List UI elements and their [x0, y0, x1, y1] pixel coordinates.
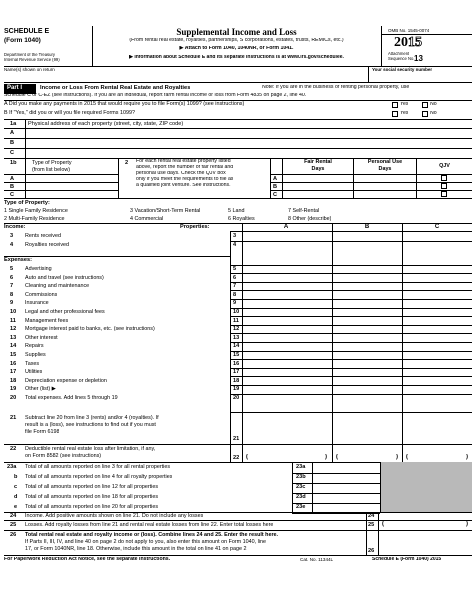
- line-23a-box-number: 23a: [296, 464, 306, 470]
- line-3-field-a[interactable]: [244, 233, 330, 240]
- line-5-box-number: 5: [233, 266, 237, 272]
- line-26-box-number: 26: [368, 548, 375, 554]
- line-11-label: Management fees: [25, 317, 69, 324]
- question-b-yes-checkbox[interactable]: [392, 111, 398, 117]
- row-1b-a-label: A: [10, 176, 15, 182]
- part-i-tag: Part I: [4, 84, 36, 94]
- line-11-box-number: 11: [233, 317, 239, 324]
- question-b-yes-label: Yes: [400, 111, 409, 116]
- line-10-field-a[interactable]: [244, 309, 330, 316]
- personal-days-field-b[interactable]: [355, 183, 415, 189]
- form-subtitle: (From rental real estate, royalties, partnerships, S corporations, estates, trusts, REMICs, etc.): [129, 38, 344, 43]
- footer-cat-number: Cat. No. 11344L: [300, 557, 334, 562]
- line-22-paren-close-c: ): [466, 454, 468, 460]
- form-number: (Form 1040): [4, 37, 41, 44]
- line-20-box-number: 20: [233, 395, 240, 401]
- line-10-label: Legal and other professional fees: [25, 309, 105, 315]
- line-16-field-a[interactable]: [244, 360, 330, 367]
- line-13-number: 13: [10, 334, 17, 341]
- line-19-number: 19: [10, 386, 17, 393]
- line-9-number: 9: [10, 300, 14, 307]
- irs-label: Internal Revenue Service (99): [4, 58, 60, 62]
- line-25-paren-close: ): [466, 521, 468, 527]
- line-8-number: 8: [10, 291, 14, 298]
- line-18-box-number: 18: [233, 377, 240, 384]
- line-17-field-a[interactable]: [244, 369, 330, 376]
- line-23d-label: Total of all amounts reported on line 18 for all properties: [25, 494, 159, 500]
- personal-use-header-2: Days: [378, 166, 392, 172]
- line-12-field-a[interactable]: [244, 326, 330, 333]
- line-25-number: 25: [10, 522, 17, 528]
- address-field-a[interactable]: [27, 129, 470, 137]
- line-9-field-a[interactable]: [244, 300, 330, 307]
- line-23c-field[interactable]: [314, 484, 378, 492]
- line-23b-label: Total of all amounts reported on line 4 for all royalty properties: [25, 474, 173, 480]
- name-field[interactable]: [6, 73, 364, 81]
- line-16-number: 16: [10, 360, 17, 367]
- line-7-number: 7: [10, 283, 14, 290]
- line-24-box-number: 24: [368, 513, 375, 519]
- line-4-field-a[interactable]: [244, 242, 330, 249]
- line-8-field-b[interactable]: [334, 291, 400, 298]
- line-8-field-a[interactable]: [244, 291, 330, 298]
- line-24-label: Income. Add positive amounts shown on line 21. Do not include any losses: [25, 513, 204, 519]
- address-field-b[interactable]: [27, 139, 470, 147]
- line-18-field-c[interactable]: [404, 377, 470, 384]
- line-5-field-a[interactable]: [244, 266, 330, 273]
- line-6-box-number: 6: [233, 274, 237, 281]
- line-10-field-b[interactable]: [334, 309, 400, 316]
- line-2-text-3: personal use days. Check the QJV box: [136, 171, 226, 176]
- line-22-paren-close-a: ): [325, 454, 327, 460]
- tax-year: [394, 35, 422, 51]
- line-19-field-a[interactable]: [244, 386, 330, 393]
- names-label: Name(s) shown on return: [4, 67, 55, 72]
- line-3-field-c[interactable]: [404, 233, 470, 240]
- line-15-field-b[interactable]: [334, 352, 400, 359]
- line-16-label: Taxes: [25, 360, 40, 367]
- line-23c-number: c: [14, 484, 18, 490]
- line-22-field-b[interactable]: [340, 452, 395, 461]
- line-19-field-b[interactable]: [334, 386, 400, 393]
- personal-use-header: Personal Use: [367, 159, 403, 165]
- line-7-field-b[interactable]: [334, 283, 400, 290]
- line-22-text-2: on Form 8582 (see instructions): [25, 453, 102, 459]
- line-4-field-b[interactable]: [334, 242, 400, 249]
- line-6-field-c[interactable]: [404, 274, 470, 281]
- line-12-field-c[interactable]: [404, 326, 470, 333]
- type-of-property-title: Type of Property:: [4, 200, 50, 206]
- line-14-box-number: 14: [233, 343, 240, 350]
- address-field-c[interactable]: [27, 149, 470, 157]
- line-26-text-1: Total rental real estate and royalty income or (loss). Combine lines 24 and 25. Enter the result here.: [25, 532, 279, 538]
- line-3-number: 3: [10, 233, 14, 239]
- line-26-field[interactable]: [380, 531, 470, 554]
- line-26-number: 26: [10, 532, 17, 538]
- form-title: Supplemental Income and Loss: [176, 27, 297, 37]
- line-16-box-number: 16: [233, 360, 240, 367]
- line-6-field-a[interactable]: [244, 274, 330, 281]
- line-2-text-5: a qualified joint venture. See instructions.: [136, 183, 231, 188]
- line-10-box-number: 10: [233, 309, 240, 315]
- line-23a-field[interactable]: [314, 464, 378, 472]
- properties-label: Properties:: [180, 224, 210, 230]
- fair-rental-header: Fair Rental: [304, 159, 332, 165]
- line-7-field-c[interactable]: [404, 283, 470, 290]
- line-1a-number: 1a: [10, 121, 17, 127]
- question-a: A Did you make any payments in 2015 that would require you to file Form(s) 1099? (see instructions): [4, 101, 245, 107]
- income-title: Income:: [4, 224, 26, 230]
- ssn-field[interactable]: [372, 73, 470, 81]
- line-8-label: Commissions: [25, 291, 58, 298]
- line-22-field-a[interactable]: [250, 452, 324, 461]
- line-9-field-c[interactable]: [404, 300, 470, 307]
- row-1a-b-label: B: [10, 140, 15, 146]
- line-2-number: 2: [125, 160, 129, 166]
- column-a-header: A: [283, 224, 289, 230]
- line-1b-number: 1b: [10, 160, 17, 166]
- line-23e-number: e: [14, 504, 18, 510]
- row-1b-b-label: B: [10, 184, 15, 190]
- row-1a-a-label: A: [10, 130, 15, 136]
- row-2-a-label: A: [273, 176, 278, 182]
- line-1b-label: Type of Property: [32, 160, 72, 166]
- line-1b-sublabel: (from list below): [32, 167, 71, 173]
- line-26-text-2: If Parts II, III, IV, and line 40 on page 2 do not apply to you, also enter this amount on Form 1040, line: [25, 539, 267, 545]
- line-5-field-c[interactable]: [404, 266, 470, 273]
- line-19-box-number: 19: [233, 386, 240, 393]
- row-1b-c-label: C: [10, 192, 15, 198]
- type-field-c[interactable]: [27, 191, 116, 197]
- qjv-checkbox-c[interactable]: [441, 191, 447, 197]
- line-25-paren-open: (: [382, 521, 384, 527]
- line-21-box-number: 21: [233, 436, 240, 442]
- type-field-a[interactable]: [27, 175, 116, 181]
- row-1a-c-label: C: [10, 150, 15, 156]
- line-13-field-c[interactable]: [404, 334, 470, 341]
- line-22-paren-open-c: (: [406, 454, 408, 460]
- type-8: 8 Other (describe): [288, 216, 332, 222]
- line-5-field-b[interactable]: [334, 266, 400, 273]
- line-12-box-number: 12: [233, 326, 240, 333]
- line-26-text-3: 17, or Form 1040NR, line 18. Otherwise, include this amount in the total on line 41 on page 2: [25, 546, 247, 552]
- line-22-paren-open-a: (: [246, 454, 248, 460]
- part-i-title: Income or Loss From Rental Real Estate and Royalties: [40, 85, 191, 91]
- line-3-label: Rents received: [25, 233, 61, 239]
- year-suffix: 15: [408, 35, 422, 50]
- line-14-field-b[interactable]: [334, 343, 400, 350]
- line-19-label: Other (list) ▶: [25, 386, 56, 393]
- line-7-field-a[interactable]: [244, 283, 330, 290]
- line-23d-number: d: [14, 494, 18, 500]
- line-15-field-c[interactable]: [404, 352, 470, 359]
- line-20-field-c[interactable]: [404, 395, 470, 402]
- attach-instruction: ▶ Attach to Form 1040, 1040NR, or Form 1041.: [179, 46, 294, 51]
- line-23b-box-number: 23b: [296, 474, 306, 480]
- line-17-number: 17: [10, 369, 17, 376]
- footer-form-id: Schedule E (Form 1040) 2015: [372, 557, 442, 562]
- line-24-number: 24: [10, 513, 17, 519]
- footer-paperwork-notice: For Paperwork Reduction Act Notice, see the separate instructions.: [4, 557, 171, 562]
- line-16-field-b[interactable]: [334, 360, 400, 367]
- line-21-text-1: Subtract line 20 from line 3 (rents) and/or 4 (royalties). If: [25, 415, 159, 421]
- line-14-field-a[interactable]: [244, 343, 330, 350]
- fair-rental-header-2: Days: [311, 166, 325, 172]
- line-23c-box-number: 23c: [296, 484, 306, 490]
- question-b-no-checkbox[interactable]: [422, 111, 428, 117]
- line-14-label: Repairs: [25, 343, 44, 350]
- line-11-field-a[interactable]: [244, 317, 330, 324]
- line-9-label: Insurance: [25, 300, 49, 307]
- line-18-number: 18: [10, 377, 17, 384]
- type-2: 2 Multi-Family Residence: [4, 216, 65, 222]
- type-5: 5 Land: [228, 208, 245, 214]
- line-14-number: 14: [10, 343, 17, 350]
- fair-days-field-a[interactable]: [284, 175, 352, 181]
- line-12-field-b[interactable]: [334, 326, 400, 333]
- line-14-field-c[interactable]: [404, 343, 470, 350]
- line-15-label: Supplies: [25, 352, 46, 358]
- line-23-shaded-area: [380, 462, 472, 512]
- line-7-label: Cleaning and maintenance: [25, 283, 90, 290]
- line-17-box-number: 17: [233, 369, 240, 376]
- question-b: B If "Yes," did you or will you file required Forms 1099?: [4, 110, 135, 116]
- line-13-field-b[interactable]: [334, 334, 400, 341]
- line-10-field-c[interactable]: [404, 309, 470, 316]
- type-4: 4 Commercial: [130, 216, 164, 222]
- sequence-label: Sequence No.: [388, 57, 415, 61]
- line-20-field-a[interactable]: [244, 395, 330, 402]
- column-b-header: B: [364, 224, 370, 230]
- line-25-box-number: 25: [368, 522, 375, 528]
- sequence-number: 13: [414, 54, 423, 63]
- line-9-field-b[interactable]: [334, 300, 400, 307]
- line-5-label: Advertising: [25, 266, 52, 272]
- line-25-label: Losses. Add royalty losses from line 21 and rental real estate losses from line 22. Enter total losses here: [25, 522, 274, 528]
- line-21-number: 21: [10, 415, 17, 421]
- qjv-header: QJV: [439, 163, 450, 169]
- part-i-note: Note: If you are in the business of renting personal property, use: [262, 85, 410, 90]
- line-6-label: Auto and travel (see instructions): [25, 274, 104, 281]
- row-2-b-label: B: [273, 184, 278, 190]
- year-prefix: 20: [394, 35, 408, 50]
- line-4-number: 4: [10, 242, 14, 248]
- omb-number: OMB No. 1545-0074: [388, 28, 430, 33]
- personal-days-field-c[interactable]: [355, 191, 415, 197]
- ssn-label: Your social security number: [372, 67, 433, 72]
- line-17-label: Utilities: [25, 369, 43, 376]
- line-19-field-c[interactable]: [404, 386, 470, 393]
- line-25-field[interactable]: [386, 521, 464, 529]
- line-23d-field[interactable]: [314, 494, 378, 502]
- line-3-field-b[interactable]: [334, 233, 400, 240]
- line-4-label: Royalties received: [25, 242, 70, 248]
- question-a-yes-label: Yes: [400, 102, 409, 107]
- line-18-field-a[interactable]: [244, 377, 330, 384]
- line-12-number: 12: [10, 326, 17, 333]
- question-a-yes-checkbox[interactable]: [392, 102, 398, 108]
- line-22-text-1: Deductible rental real estate loss after limitation, if any,: [25, 446, 156, 452]
- line-2-text-2: above, report the number of fair rental and: [136, 165, 234, 170]
- fair-days-field-b[interactable]: [284, 183, 352, 189]
- line-23c-label: Total of all amounts reported on line 12 for all properties: [25, 484, 159, 490]
- line-23e-field[interactable]: [314, 504, 378, 512]
- line-8-box-number: 8: [233, 291, 237, 298]
- line-22-field-c[interactable]: [410, 452, 465, 461]
- line-18-label: Depreciation expense or depletion: [25, 377, 107, 384]
- line-23a-number: 23a: [7, 464, 17, 470]
- line-11-field-c[interactable]: [404, 317, 470, 324]
- line-21-field-b[interactable]: [334, 412, 400, 442]
- info-instruction: ▶ Information about Schedule E and its separate instructions is at www.irs.gov/schedulee.: [129, 55, 344, 60]
- line-8-field-c[interactable]: [404, 291, 470, 298]
- line-20-label: Total expenses. Add lines 5 through 19: [25, 395, 118, 401]
- line-17-field-c[interactable]: [404, 369, 470, 376]
- line-17-field-b[interactable]: [334, 369, 400, 376]
- personal-days-field-a[interactable]: [355, 175, 415, 181]
- line-21-field-c[interactable]: [404, 412, 470, 442]
- line-6-field-b[interactable]: [334, 274, 400, 281]
- line-23e-label: Total of all amounts reported on line 20 for all properties: [25, 504, 159, 510]
- line-20-field-b[interactable]: [334, 395, 400, 402]
- line-22-paren-open-b: (: [336, 454, 338, 460]
- line-2-text-1: For each rental real estate property listed: [136, 159, 231, 164]
- department: Department of the Treasury: [4, 53, 55, 57]
- line-22-box-number: 22: [233, 455, 240, 461]
- line-23b-field[interactable]: [314, 474, 378, 482]
- line-15-field-a[interactable]: [244, 352, 330, 359]
- line-23d-box-number: 23d: [296, 494, 306, 500]
- type-field-b[interactable]: [27, 183, 116, 189]
- line-20-number: 20: [10, 395, 17, 401]
- line-21-field-a[interactable]: [244, 412, 330, 442]
- column-c-header: C: [434, 224, 440, 230]
- line-23a-label: Total of all amounts reported on line 3 for all rental properties: [25, 464, 171, 470]
- qjv-checkbox-b[interactable]: [441, 183, 447, 189]
- line-16-field-c[interactable]: [404, 360, 470, 367]
- line-21-text-2: result is a (loss), see instructions to find out if you must: [25, 422, 156, 428]
- line-10-number: 10: [10, 309, 17, 315]
- line-13-box-number: 13: [233, 334, 240, 341]
- line-24-field[interactable]: [380, 512, 470, 520]
- line-9-box-number: 9: [233, 300, 237, 307]
- type-3: 3 Vacation/Short-Term Rental: [130, 208, 201, 214]
- question-a-no-label: No: [430, 102, 437, 107]
- line-18-field-b[interactable]: [334, 377, 400, 384]
- line-4-field-c[interactable]: [404, 242, 470, 249]
- fair-days-field-c[interactable]: [284, 191, 352, 197]
- line-12-label: Mortgage interest paid to banks, etc. (see instructions): [25, 326, 155, 333]
- line-13-label: Other interest: [25, 334, 58, 341]
- attachment-label: Attachment: [388, 52, 410, 56]
- row-2-c-label: C: [273, 192, 278, 198]
- line-13-field-a[interactable]: [244, 334, 330, 341]
- line-11-number: 11: [10, 317, 16, 324]
- qjv-checkbox-a[interactable]: [441, 175, 447, 181]
- line-7-box-number: 7: [233, 283, 237, 290]
- line-3-box-number: 3: [233, 233, 237, 239]
- line-22-number: 22: [10, 446, 17, 452]
- type-7: 7 Self-Rental: [288, 208, 320, 214]
- line-1a-label: Physical address of each property (street, city, state, ZIP code): [28, 121, 184, 127]
- question-a-no-checkbox[interactable]: [422, 102, 428, 108]
- expenses-title: Expenses:: [4, 257, 32, 263]
- type-6: 6 Royalties: [228, 216, 255, 222]
- line-23e-box-number: 23e: [296, 504, 306, 510]
- line-2-text-4: only if you meet the requirements to file as: [136, 177, 234, 182]
- line-4-box-number: 4: [233, 242, 237, 248]
- line-6-number: 6: [10, 274, 14, 281]
- line-15-box-number: 15: [233, 352, 240, 358]
- line-15-number: 15: [10, 352, 17, 358]
- line-21-text-3: file Form 6198: [25, 429, 60, 435]
- line-5-number: 5: [10, 266, 14, 272]
- type-1: 1 Single Family Residence: [4, 208, 68, 214]
- part-i-note-2: Schedule C or C-EZ (see instructions). If you are an individual, report farm rental income or loss from Form 4835 on page 2, line 40.: [4, 93, 307, 98]
- line-22-paren-close-b: ): [396, 454, 398, 460]
- line-23b-number: b: [14, 474, 18, 480]
- question-b-no-label: No: [430, 111, 437, 116]
- schedule-name: SCHEDULE E: [4, 28, 50, 35]
- line-11-field-b[interactable]: [334, 317, 400, 324]
